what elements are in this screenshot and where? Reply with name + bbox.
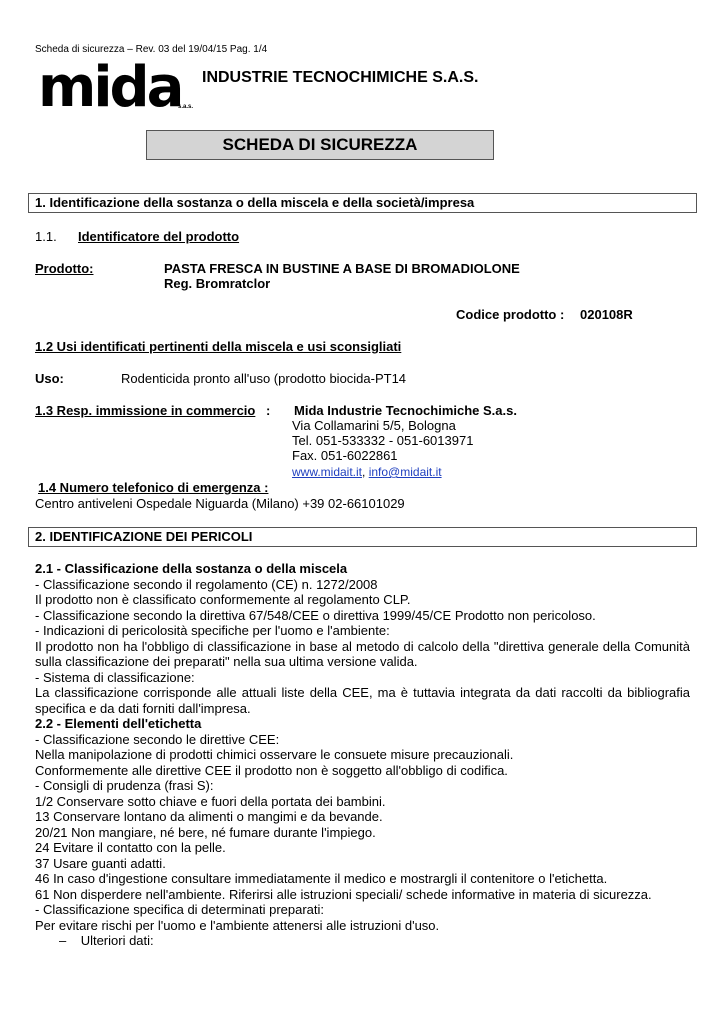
subsection-1-4-title: 1.4 Numero telefonico di emergenza : [38, 480, 269, 495]
section-2-heading: 2. IDENTIFICAZIONE DEI PERICOLI [28, 527, 697, 547]
subsection-1-1-title: Identificatore del prodotto [78, 229, 240, 244]
contact-links: www.midait.it, info@midait.it [292, 465, 442, 479]
body-line: 46 In caso d'ingestione consultare immediatamente il medico e mostrargli il contenitore o l'etichetta. [35, 871, 608, 886]
company-phone: Tel. 051-533332 - 051-6013971 [292, 433, 474, 448]
product-code: 020108R [580, 307, 633, 322]
body-line: 61 Non disperdere nell'ambiente. Riferirsi alle istruzioni speciali/ schede informative in materia di sicurezza. [35, 886, 652, 902]
section-2-body [35, 561, 690, 949]
body-line: - Classificazione specifica di determinati preparati: [35, 902, 325, 917]
ulteriori-dati-item [35, 933, 690, 949]
body-line: - Indicazioni di pericolosità specifiche per l'uomo e l'ambiente: [35, 623, 390, 638]
revision-line: Scheda di sicurezza – Rev. 03 del 19/04/15 Pag. 1/4 [35, 44, 268, 55]
responsible-company: Mida Industrie Tecnochimiche S.a.s. [294, 403, 517, 418]
body-line: 20/21 Non mangiare, né bere, né fumare durante l'impiego. [35, 824, 376, 840]
website-link[interactable]: www.midait.it [292, 465, 363, 479]
body-line: 13 Conservare lontano da alimenti o mangimi e da bevande. [35, 809, 383, 824]
emergency-phone: Centro antiveleni Ospedale Niguarda (Milano) +39 02-66101029 [35, 496, 405, 511]
company-address: Via Collamarini 5/5, Bologna [292, 418, 456, 433]
logo-subtext: s.a.s. [178, 104, 194, 110]
uso-value: Rodenticida pronto all'uso (prodotto biocida-PT14 [121, 371, 407, 386]
ulteriori-dati-label: Ulteriori dati: [80, 933, 154, 948]
subsection-1-1-number: 1.1. [35, 229, 57, 244]
company-logo [38, 55, 194, 120]
subsection-1-3-colon: : [266, 403, 271, 418]
body-line: 1/2 Conservare sotto chiave e fuori della portata dei bambini. [35, 793, 386, 809]
body-line: Per evitare rischi per l'uomo e l'ambiente attenersi alle istruzioni d'uso. [35, 917, 440, 933]
logo-text: mida [38, 55, 182, 120]
section-1-heading: 1. Identificazione della sostanza o della miscela e della società/impresa [28, 193, 697, 213]
body-paragraph: La classificazione corrisponde alle attuali liste della CEE, ma è tuttavia integrata da dati raccolti da bibliografia specifica e da dati forniti dall'impresa. [35, 685, 690, 716]
product-name: PASTA FRESCA IN BUSTINE A BASE DI BROMADIOLONE [164, 261, 520, 276]
body-line: - Classificazione secondo il regolamento (CE) n. 1272/2008 [35, 576, 378, 592]
body-line: 37 Usare guanti adatti. [35, 855, 166, 871]
dash-bullet: – [59, 933, 67, 948]
body-line: Nella manipolazione di prodotti chimici osservare le consuete misure precauzionali. [35, 747, 514, 762]
body-line: Conformemente alle direttive CEE il prodotto non è soggetto all'obbligo di codifica. [35, 762, 508, 778]
body-line: 24 Evitare il contatto con la pelle. [35, 840, 226, 855]
subsection-2-1-title: 2.1 - Classificazione della sostanza o della miscela [35, 561, 348, 576]
prodotto-label: Prodotto: [35, 261, 94, 276]
product-registration: Reg. Bromratclor [164, 276, 271, 291]
company-fax: Fax. 051-6022861 [292, 448, 398, 463]
body-line: - Classificazione secondo la direttiva 67/548/CEE o direttiva 1999/45/CE Prodotto non pericoloso. [35, 607, 596, 623]
subsection-1-2-title: 1.2 Usi identificati pertinenti della miscela e usi sconsigliati [35, 339, 402, 354]
product-code-label: Codice prodotto : [456, 307, 565, 322]
body-paragraph: Il prodotto non ha l'obbligo di classificazione in base al metodo di calcolo della "direttiva generale della Comunità sulla classificazione dei preparati" nella sua ultima versione valida. [35, 638, 690, 669]
company-heading: INDUSTRIE TECNOCHIMICHE S.A.S. [202, 69, 479, 86]
document-title: SCHEDA DI SICUREZZA [146, 130, 494, 160]
body-line: - Consigli di prudenza (frasi S): [35, 778, 214, 793]
body-line: - Classificazione secondo le direttive CEE: [35, 731, 280, 747]
subsection-1-3-title: 1.3 Resp. immissione in commercio [35, 403, 256, 418]
uso-label: Uso: [35, 371, 64, 386]
email-link[interactable]: info@midait.it [368, 465, 442, 479]
body-line: - Sistema di classificazione: [35, 669, 195, 685]
subsection-2-2-title: 2.2 - Elementi dell'etichetta [35, 716, 202, 731]
body-line: Il prodotto non è classificato conformemente al regolamento CLP. [35, 592, 411, 607]
